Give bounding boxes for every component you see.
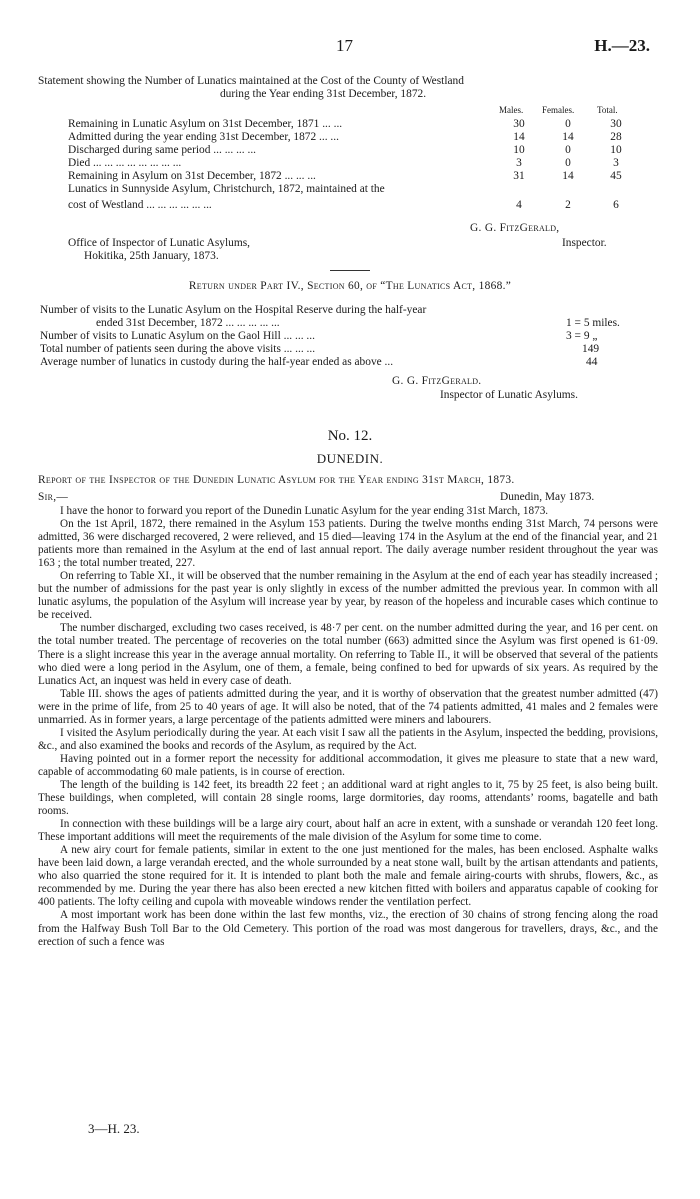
row-label: Remaining in Lunatic Asylum on 31st December, 1871 ... ...: [68, 118, 343, 130]
paragraph: I visited the Asylum periodically during the year. At each visit I saw all the patients in the Asylum, inspected the bedding, provisions, &c., and also examined the books and records of the Asylum, as required by the Act.: [38, 726, 658, 752]
table-row: [68, 118, 658, 131]
row-label: Died ... ... ... ... ... ... ... ...: [68, 157, 182, 169]
return-row-label: Average number of lunatics in custody during the half-year ended as above ...: [40, 356, 394, 368]
table-row: [68, 131, 658, 144]
statement-title-line1: Statement showing the Number of Lunatics maintained at the Cost of the County of Westland: [38, 75, 464, 87]
row-label: Admitted during the year ending 31st December, 1872 ... ...: [68, 131, 339, 143]
return-row-value: 44: [586, 356, 598, 368]
return-row: [96, 317, 660, 330]
total-value: 28: [610, 131, 622, 143]
page-number: 17: [336, 36, 353, 55]
table-row: [68, 183, 658, 196]
return-row: [40, 343, 660, 356]
total-value: 45: [610, 170, 622, 182]
females-value: 0: [565, 157, 571, 169]
statement-signer-title: Inspector.: [562, 237, 607, 249]
paragraph: Table III. shows the ages of patients admitted during the year, and it is worthy of observation that the greatest number admitted (47) were in the prime of life, from 25 to 40 years of age. It will also be noted, that of the 74 patients admitted, 41 males and 2 females were unmarried. As in former years, a large percentage of the patients admitted were miners and labourers.: [38, 687, 658, 726]
row-label: Lunatics in Sunnyside Asylum, Christchurch, 1872, maintained at the: [68, 183, 385, 195]
return-row: [40, 304, 660, 317]
table-row: [68, 144, 658, 157]
return-row: [40, 330, 660, 343]
sheet-signature: 3—H. 23.: [88, 1121, 140, 1136]
return-title: Return under Part IV., Section 60, of “The Lunatics Act, 1868.”: [188, 280, 512, 292]
column-header-total: Total.: [597, 105, 618, 115]
total-value: 3: [613, 157, 619, 169]
total-value: 6: [613, 199, 619, 211]
males-value: 3: [516, 157, 522, 169]
paragraph: In connection with these buildings will be a large airy court, about half an acre in extent, with a sunshade or verandah 120 feet long. These important additions will meet the requirements of the male division of the Asylum for some time to come.: [38, 818, 658, 844]
males-value: 4: [516, 199, 522, 211]
section-divider: [330, 270, 370, 271]
females-value: 2: [565, 199, 571, 211]
paragraph: On referring to Table XI., it will be observed that the number remaining in the Asylum at the end of each year has steadily increased ; but the number of admissions for the past year is only slightly in excess of the number admitted the previous year. In common with all lunatic asylums, the population of the Asylum will increase year by year, by reason of the hopeless and incurable cases which continue to be received.: [38, 570, 658, 622]
return-row-label: Number of visits to the Lunatic Asylum on the Hospital Reserve during the half-year: [40, 304, 427, 316]
row-label: Discharged during same period ... ... ... ...: [68, 144, 257, 156]
total-value: 30: [610, 118, 622, 130]
column-header-males: Males.: [499, 105, 524, 115]
females-value: 14: [562, 131, 574, 143]
males-value: 10: [513, 144, 525, 156]
salutation: Sir,—: [38, 491, 69, 503]
report-place: DUNEDIN.: [316, 451, 384, 466]
statement-title: [38, 75, 658, 101]
return-row-label: Number of visits to Lunatic Asylum on the Gaol Hill ... ... ...: [40, 330, 315, 342]
males-value: 30: [513, 118, 525, 130]
table-row: [68, 170, 658, 183]
return-signer-name: G. G. FitzGerald.: [392, 375, 482, 387]
column-header-females: Females.: [542, 105, 575, 115]
report-body: [38, 505, 658, 949]
paragraph: I have the honor to forward you report of the Dunedin Lunatic Asylum for the year ending 31st March, 1873.: [60, 505, 549, 517]
report-title: Report of the Inspector of the Dunedin Lunatic Asylum for the Year ending 31st March, 1873.: [38, 474, 515, 486]
total-value: 10: [610, 144, 622, 156]
report-number: No. 12.: [327, 428, 373, 444]
return-signer-title: Inspector of Lunatic Asylums.: [440, 389, 578, 401]
page-header: [0, 36, 700, 61]
return-row-value: 1 = 5 miles.: [566, 317, 620, 329]
table-row: [68, 199, 658, 212]
office-line1: Office of Inspector of Lunatic Asylums,: [68, 237, 250, 249]
paragraph: On the 1st April, 1872, there remained in the Asylum 153 patients. During the twelve months ending 31st March, 74 persons were admitted, 36 were discharged recovered, 2 were relieved, and 15 died—leaving 174 in the Asylum at the end of the financial year, and 21 patients more than remained in the Asylum at the end of last annual report. The daily average number resident throughout the year was 163 ; the total number treated, 227.: [38, 518, 658, 570]
return-row-value: 3 = 9 „: [566, 330, 598, 342]
statement-signer-name: G. G. FitzGerald,: [470, 222, 560, 234]
males-value: 31: [513, 170, 525, 182]
males-value: 14: [513, 131, 525, 143]
females-value: 0: [565, 118, 571, 130]
females-value: 0: [565, 144, 571, 156]
paragraph: A most important work has been done within the last few months, viz., the erection of 30 chains of strong fencing along the road from the Halfway Bush Toll Bar to the Old Cemetery. This portion of the road was most dangerous for travellers, drays, &c., and the erection of such a fence was: [38, 909, 658, 948]
return-row: [40, 356, 660, 369]
paragraph: The number discharged, excluding two cases received, is 48·7 per cent. on the number admitted during the year, and 16 per cent. on the total number treated. The percentage of recoveries on the total number (663) admitted since the Asylum was first opened is 61·09. There is a slight increase this year in the average annual mortality. On referring to Table II., it will be observed that several of the patients who died were a long period in the Asylum, one of them, a female, being confined to bed for upwards of six years. As required by the Lunatics Act, an inquest was held in every case of death.: [38, 622, 658, 687]
paragraph: The length of the building is 142 feet, its breadth 22 feet ; an additional ward at right angles to it, 75 by 25 feet, is also being built. These buildings, when completed, will contain 28 single rooms, large dormitories, day rooms, attendants’ rooms, bagatelle and bath rooms.: [38, 778, 658, 818]
return-row-label: Total number of patients seen during the above visits ... ... ...: [40, 343, 316, 355]
office-line2: Hokitika, 25th January, 1873.: [84, 250, 219, 262]
dateline: Dunedin, May 1873.: [500, 491, 595, 503]
statement-title-line2: during the Year ending 31st December, 1872.: [219, 88, 427, 101]
paragraph: Having pointed out in a former report the necessity for additional accommodation, it gives me pleasure to state that a new ward, capable of accommodating 60 male patients, is in course of erection.: [38, 752, 658, 778]
return-row-label: ended 31st December, 1872 ... ... ... ... ...: [96, 317, 280, 329]
return-row-value: 149: [582, 343, 600, 355]
row-label: Remaining in Asylum on 31st December, 1872 ... ... ...: [68, 170, 316, 182]
row-label: cost of Westland ... ... ... ... ... ...: [68, 199, 212, 211]
table-row: [68, 157, 658, 170]
females-value: 14: [562, 170, 574, 182]
document-reference: H.—23.: [594, 36, 650, 55]
paragraph: A new airy court for female patients, similar in extent to the one just mentioned for the males, has been enclosed. Asphalte walks have been laid down, a large verandah erected, and the whole surrounded by a neat stone wall, built by the artisan attendants and patients, who also quarried the stone required for it. It is intended to plant both the male and female airing-courts with shrubs, flowers, &c., as recommended by me. During the year there has also been erected a new kitchen fitted with boilers and apparatus capable of cooking for 400 patients. The lofty ceiling and cupola with moveable windows render the ventilation perfect.: [38, 844, 658, 909]
